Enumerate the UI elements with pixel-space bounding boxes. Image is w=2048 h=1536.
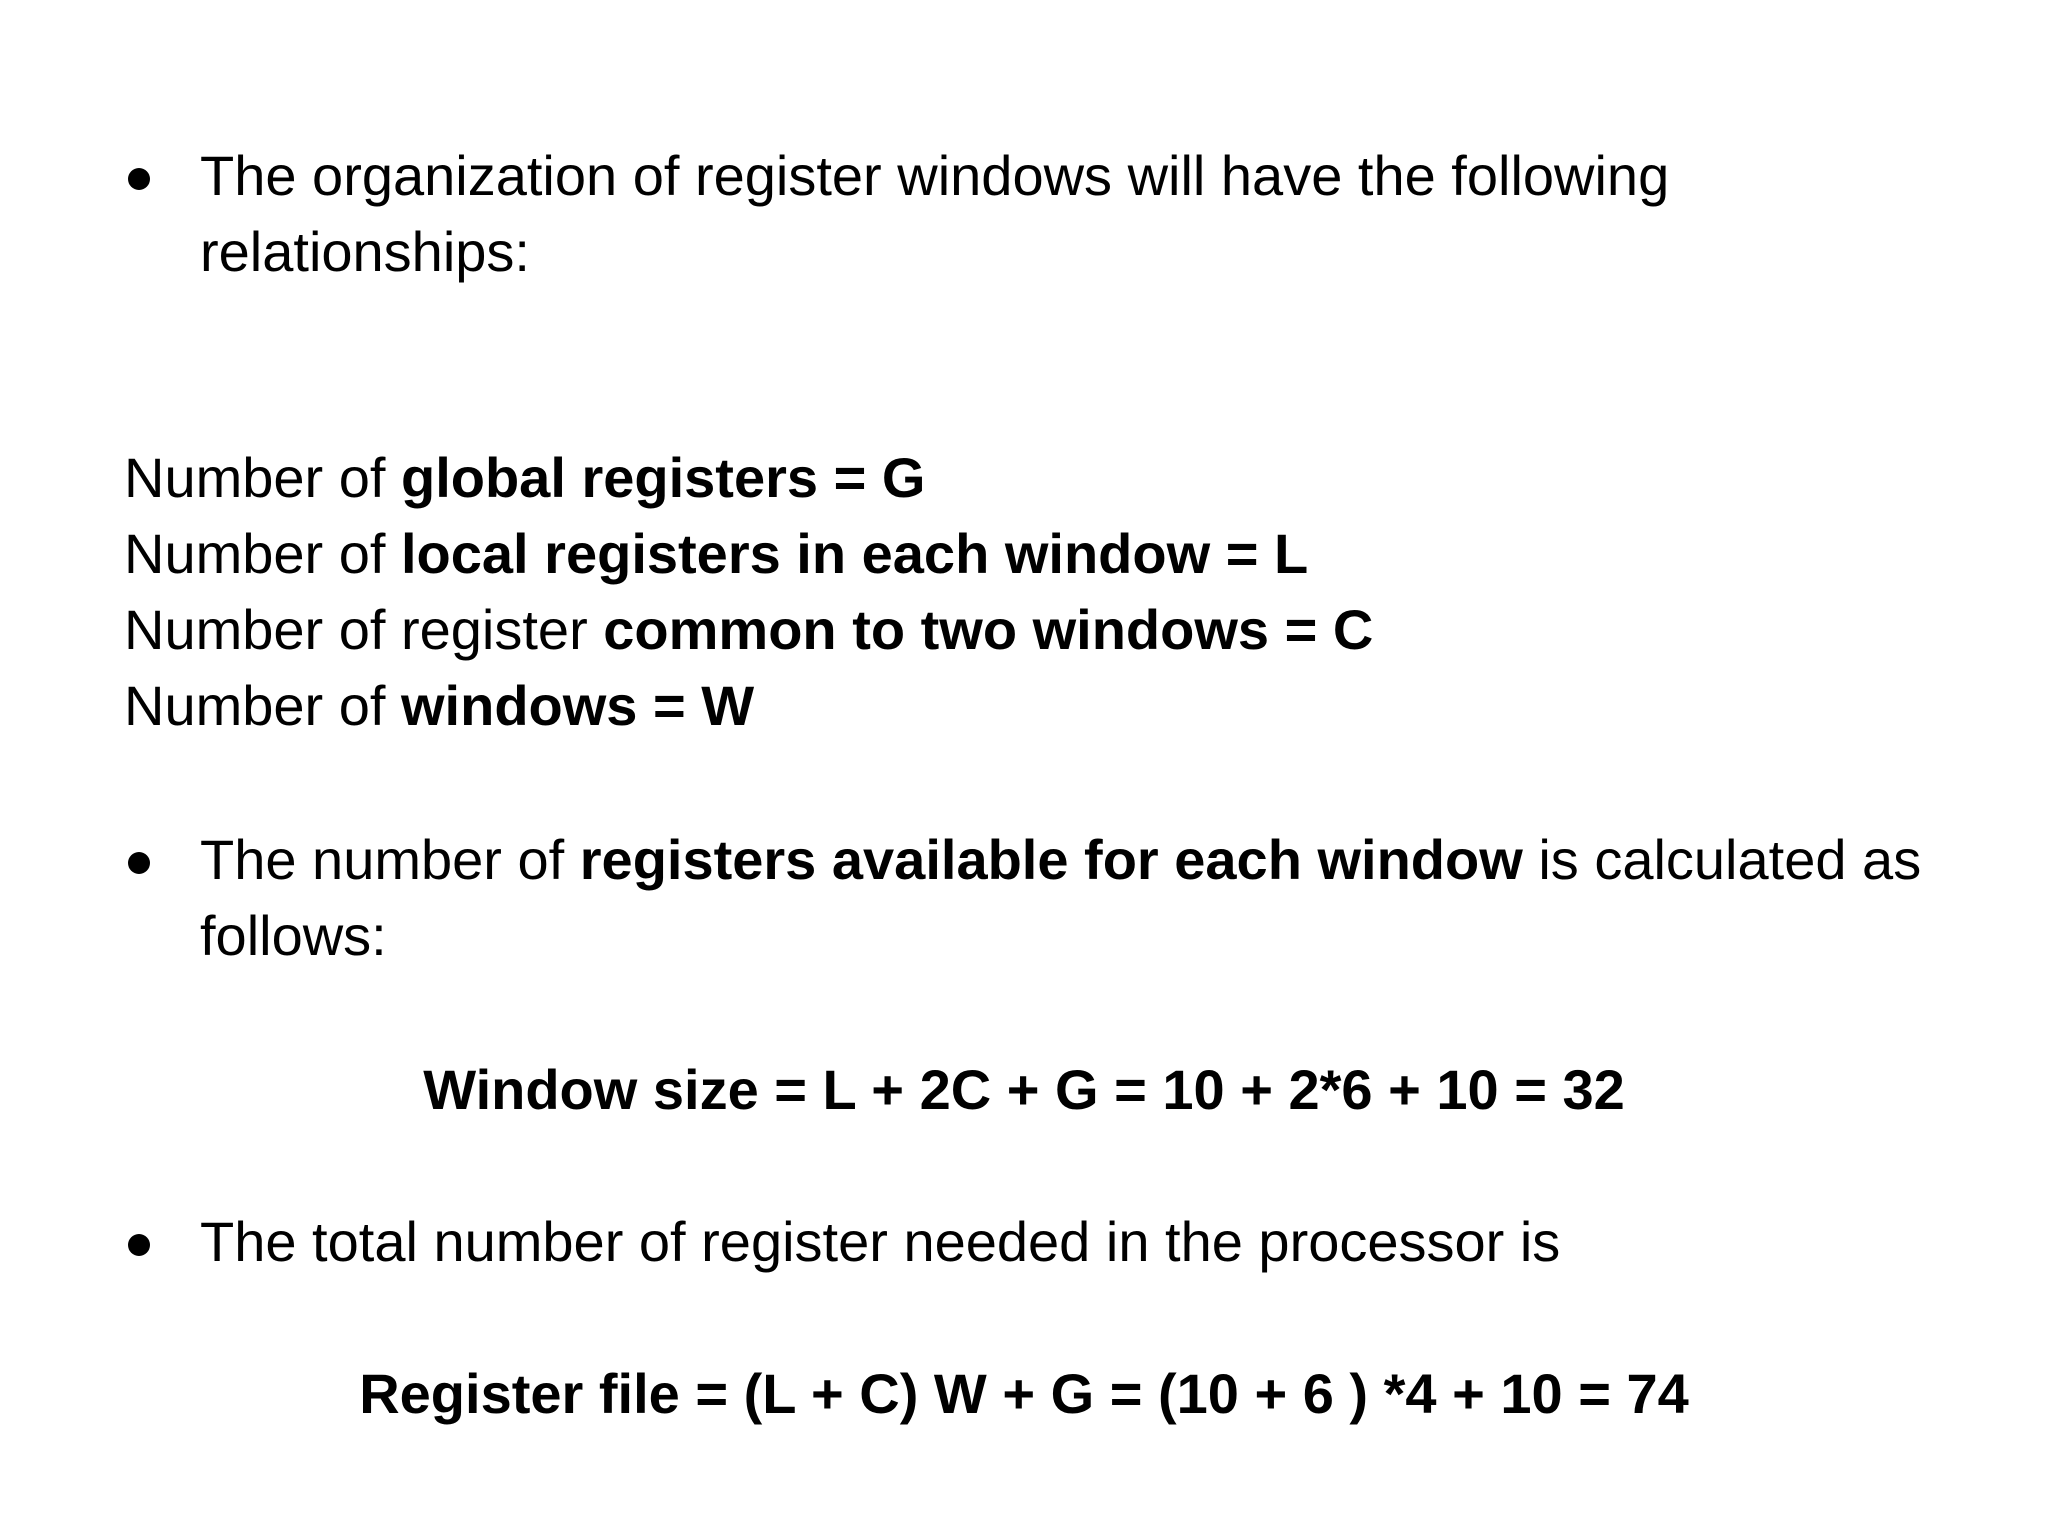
bullet-organization (120, 138, 1980, 290)
bullet-icon (120, 1204, 200, 1280)
bullet-icon (120, 138, 200, 214)
definition-term: windows = W (401, 674, 755, 737)
definition-term: local registers in each window = L (401, 522, 1309, 585)
bullet-icon (120, 822, 200, 898)
bullet-text: The number of registers available for each window is calculated as follows: (200, 828, 1922, 967)
bullet-registers-per-window (120, 822, 1980, 974)
definition-term: common to two windows = C (603, 598, 1374, 661)
bullet-total-registers (120, 1204, 1980, 1280)
bullet-text: The total number of register needed in the processor is (200, 1210, 1561, 1273)
definition-term: global registers = G (401, 446, 926, 509)
definition-label: Number of (124, 446, 401, 509)
definition-windows (124, 668, 1373, 744)
window-size-formula: Window size = L + 2C + G = 10 + 2*6 + 10 = 32 (423, 1058, 1625, 1121)
bullet-text: The organization of register windows will have the following relationships: (200, 144, 1670, 283)
definitions-list (124, 440, 1373, 744)
register-file-formula: Register file = (L + C) W + G = (10 + 6 ) *4 + 10 = 74 (359, 1362, 1689, 1425)
definition-local (124, 516, 1373, 592)
definition-label: Number of register (124, 598, 604, 661)
definition-label: Number of (124, 522, 401, 585)
definition-common (124, 592, 1373, 668)
definition-global (124, 440, 1373, 516)
bullet-emphasis: registers available for each window (579, 828, 1523, 891)
definition-label: Number of (124, 674, 401, 737)
